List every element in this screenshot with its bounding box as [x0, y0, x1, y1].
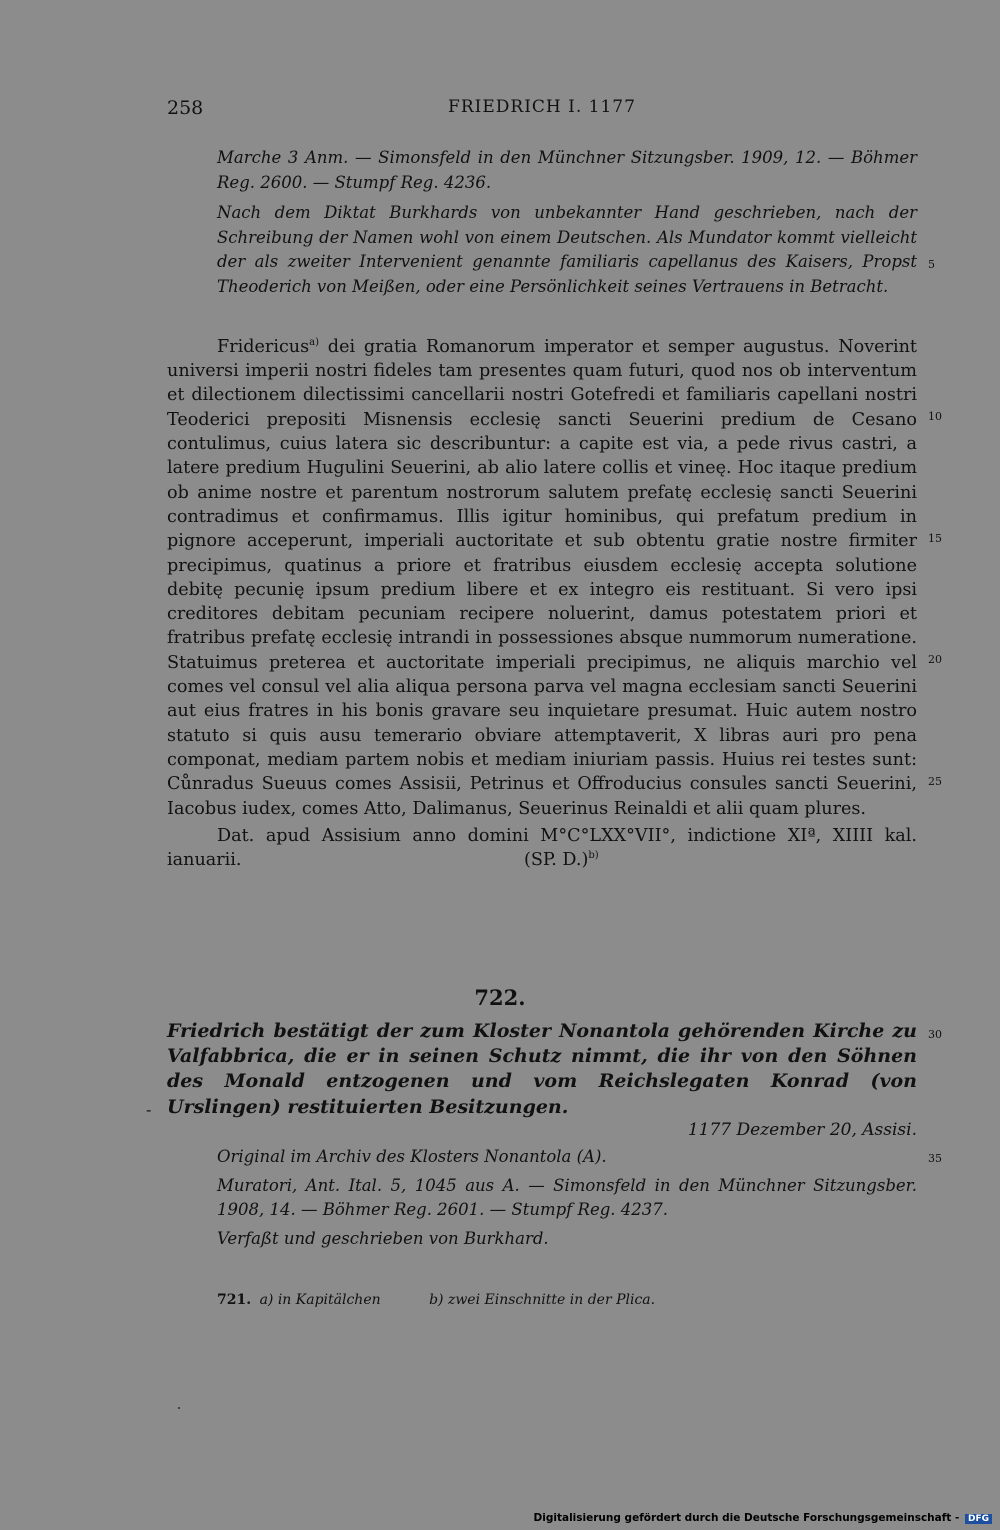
- footnote-marker-a: a): [309, 337, 320, 348]
- charter-body-text: dei gratia Romanorum imperator et semper augustus. Noverint universi imperii nostri fideles tam presentes quam futuri, quod nos ob interventum et dilectionem dilectissimi cancellarii nostri Gotefredi et familiaris capellani nostri Teoderici prepositi Misnensis ecclesię sancti Seuerini predium de Cesano contulimus, cuius latera sic describuntur: a capite est via, a pede rivus castri, a latere predium Hugulini Seuerini, ab alio latere collis et vineę. Hoc itaque predium ob anime nostre et parentum nostrorum salutem prefatę ecclesię sancti Seuerini contradimus et confirmamus. Illis igitur hominibus, qui prefatum predium in pignore acceperunt, imperiali auctoritate et sub obtentu gratie nostre firmiter precipimus, quatinus a priore et fratribus eiusdem ecclesię accepta solutione debitę pecunię ipsum predium libere et ex integro eis restituant. Si vero ipsi creditores debitam pecuniam recipere noluerint, damus potestatem priori et fratribus prefatę ecclesię intrandi in possessiones absque nummorum numeratione. Statuimus preterea et auctoritate imperiali precipimus, ne aliquis marchio vel comes vel consul vel alia aliqua persona parva vel magna ecclesiam sancti Seuerini aut eius fratres in his bonis gravare seu inquietare presumat. Huic autem nostro statuto si quis ausu temerario obviare attemptaverit, X libras auri pro pena componat, mediam partem nobis et mediam iniuriam passis. Huius rei testes sunt: Cůnradus Sueuus comes Assisii, Petrinus et Offroducius consules sancti Seuerini, Iacobus iudex, comes Atto, Dalimanus, Seuerinus Reinaldi et alii quam plures.: [167, 336, 917, 819]
- charter-body: [167, 331, 917, 821]
- original-source: Original im Archiv des Klosters Nonantola (A).: [217, 1147, 607, 1166]
- date-place: 1177 Dezember 20, Assisi.: [687, 1120, 917, 1140]
- page-header: [167, 97, 917, 123]
- page-number: 258: [167, 97, 204, 119]
- footnote-a: a) in Kapitälchen: [259, 1292, 381, 1308]
- running-head: FRIEDRICH I. 1177: [448, 97, 636, 117]
- line-number: 35: [928, 1152, 942, 1165]
- intro-note: Nach dem Diktat Burkhards von unbekannter Hand geschrieben, nach der Schreibung der Namen wohl von einem Deutschen. Als Mundator kommt vielleicht der als zweiter Intervenient genannte familiaris capellanus des Kaisers, Propst Theoderich von Meißen, oder eine Persönlichkeit seines Vertrauens in Betracht.: [217, 203, 917, 296]
- seal-note: [524, 850, 599, 870]
- line-number: 5: [928, 258, 935, 271]
- seal-text: (SP. D.): [524, 850, 589, 870]
- footnote-ref: 721.: [217, 1292, 252, 1308]
- footnote-marker-b: b): [588, 850, 599, 862]
- intro-block: [217, 146, 917, 300]
- footnote-b: b) zwei Einschnitte in der Plica.: [429, 1292, 656, 1308]
- margin-dash: -: [146, 1100, 152, 1119]
- line-number: 30: [928, 1028, 942, 1041]
- charter-opening-word: Fridericus: [217, 336, 310, 357]
- authorship-note: Verfaßt und geschrieben von Burkhard.: [217, 1228, 549, 1248]
- source-references: Muratori, Ant. Ital. 5, 1045 aus A. — Simonsfeld in den Münchner Sitzungsber. 1908, 14. — Böhmer Reg. 2601. — Stumpf Reg. 4237.: [217, 1175, 917, 1220]
- line-number: 20: [928, 653, 942, 666]
- line-number: 15: [928, 532, 942, 545]
- regest-summary: Friedrich bestätigt der zum Kloster Nonantola gehörenden Kirche zu Valfabbrica, die er in seinen Schutz nimmt, die ihr von den Söhnen des Monald entzogenen und vom Reichslegaten Konrad (von Urslingen) restituierten Besitzungen.: [167, 1020, 917, 1118]
- source-block: [217, 1145, 917, 1251]
- funding-footer: [534, 1512, 992, 1524]
- line-number: 10: [928, 410, 942, 423]
- speck: [178, 1407, 180, 1409]
- dfg-logo-icon: DFG: [965, 1514, 992, 1524]
- footnotes: [217, 1292, 659, 1308]
- intro-references: Marche 3 Anm. — Simonsfeld in den Münchner Sitzungsber. 1909, 12. — Böhmer Reg. 2600. — Stumpf Reg. 4236.: [217, 148, 917, 192]
- charter-dating: Dat. apud Assisium anno domini M°C°LXX°VII°, indictione XIª, XIIII kal. ianuarii.: [167, 825, 917, 871]
- document-number: 722.: [474, 985, 526, 1010]
- line-number: 25: [928, 775, 942, 788]
- charter-text: [167, 331, 917, 872]
- footer-text: Digitalisierung gefördert durch die Deutsche Forschungsgemeinschaft -: [533, 1512, 960, 1524]
